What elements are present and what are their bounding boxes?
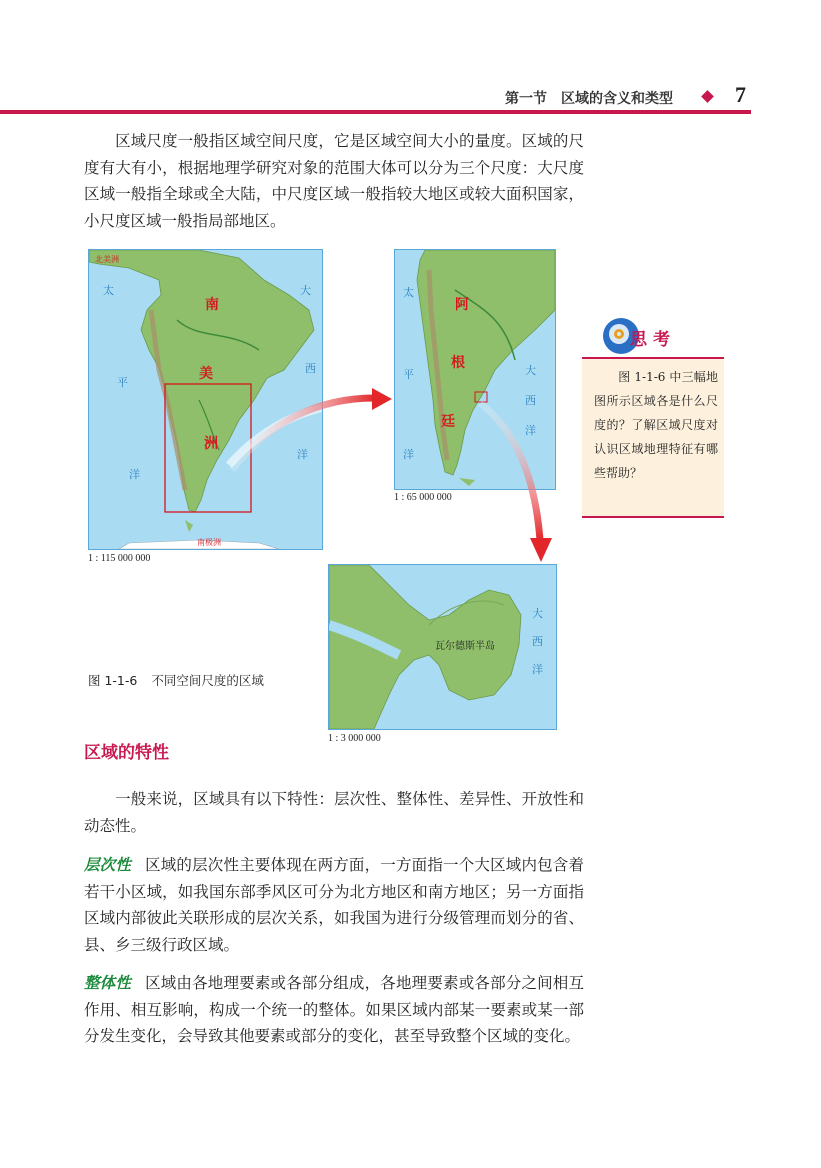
map-argentina — [394, 249, 556, 490]
small-atlantic-char-1: 大 — [532, 607, 543, 620]
header-title: 区域的含义和类型 — [561, 91, 673, 107]
pacific-char-3: 洋 — [129, 468, 140, 481]
think-text: 图 1-1-6 中三幅地图所示区域各是什么尺度的？了解区域尺度对认识区域地理特征有哪些帮助？ — [594, 370, 718, 480]
atlantic-char-3: 洋 — [297, 448, 308, 461]
think-title: 思考 — [630, 330, 676, 350]
pacific-char-2: 平 — [117, 376, 128, 389]
medium-pacific-char-3: 洋 — [403, 448, 414, 461]
country-char-3: 廷 — [441, 414, 455, 430]
running-header — [505, 88, 673, 108]
term-hierarchy: 层次性 — [84, 856, 132, 874]
small-atlantic-char-2: 西 — [532, 635, 543, 648]
item-integrity-text: 区域由各地理要素或各部分组成，各地理要素或各部分之间相互作用、相互影响，构成一个统一的整体。如果区域内部某一要素或某一部分发生变化，会导致其他要素或部分的变化，甚至导致整个区域的变化。 — [84, 974, 584, 1045]
header-diamond-icon — [701, 90, 714, 103]
think-question — [594, 365, 718, 485]
continent-char-2: 美 — [199, 366, 213, 382]
figure-number: 图 1-1-6 — [88, 673, 138, 688]
map-valdes — [328, 564, 557, 730]
section-title: 区域的特性 — [84, 743, 169, 763]
pacific-char-1: 太 — [103, 284, 114, 297]
term-integrity: 整体性 — [84, 974, 132, 992]
arrow-head-1-icon — [372, 388, 392, 410]
medium-atlantic-char-1: 大 — [525, 364, 536, 377]
medium-atlantic-char-2: 西 — [525, 394, 536, 407]
item-integrity — [84, 970, 584, 1050]
valdes-peninsula-label: 瓦尔德斯半岛 — [435, 641, 495, 652]
item-hierarchy-text: 区域的层次性主要体现在两方面，一方面指一个大区域内包含着若干小区域，如我国东部季风区可分为北方地区和南方地区；另一方面指区域内部彼此关联形成的层次关系，如我国为进行分级管理而划分的省、县、乡三级行政区域。 — [84, 856, 584, 954]
continent-char-3: 洲 — [204, 436, 218, 452]
intro-text: 区域尺度一般指区域空间尺度，它是区域空间大小的量度。区域的尺度有大有小，根据地理学研究对象的范围大体可以分为三个尺度：大尺度区域一般指全球或全大陆，中尺度区域一般指较大地区或较大面积国家，小尺度区域一般指局部地区。 — [84, 132, 584, 230]
figure-caption-text: 不同空间尺度的区域 — [151, 673, 264, 688]
scale-large: 1 : 115 000 000 — [88, 553, 151, 564]
atlantic-char-2: 西 — [305, 362, 316, 375]
country-char-1: 阿 — [455, 297, 469, 313]
medium-pacific-char-2: 平 — [403, 368, 414, 381]
small-atlantic-char-3: 洋 — [532, 663, 543, 676]
arrow-head-2-icon — [530, 538, 552, 562]
header-section: 第一节 — [505, 91, 547, 107]
scale-medium: 1 : 65 000 000 — [394, 492, 452, 503]
country-char-2: 根 — [451, 355, 465, 371]
item-hierarchy — [84, 852, 584, 958]
medium-pacific-char-1: 太 — [403, 286, 414, 299]
think-box — [582, 357, 724, 518]
page-number: 7 — [735, 82, 746, 107]
header-rule — [0, 110, 751, 114]
atlantic-char-1: 大 — [300, 284, 311, 297]
section-intro-text: 一般来说，区域具有以下特性：层次性、整体性、差异性、开放性和动态性。 — [84, 790, 584, 835]
continent-char-1: 南 — [205, 297, 219, 313]
medium-atlantic-char-3: 洋 — [525, 424, 536, 437]
intro-paragraph — [84, 128, 584, 234]
antarctica-label: 南极洲 — [197, 538, 221, 547]
figure-caption — [88, 671, 264, 689]
map-south-america — [88, 249, 323, 550]
section-intro-paragraph — [84, 786, 584, 839]
scale-small: 1 : 3 000 000 — [328, 733, 381, 744]
north-america-label: 北美洲 — [95, 255, 119, 264]
